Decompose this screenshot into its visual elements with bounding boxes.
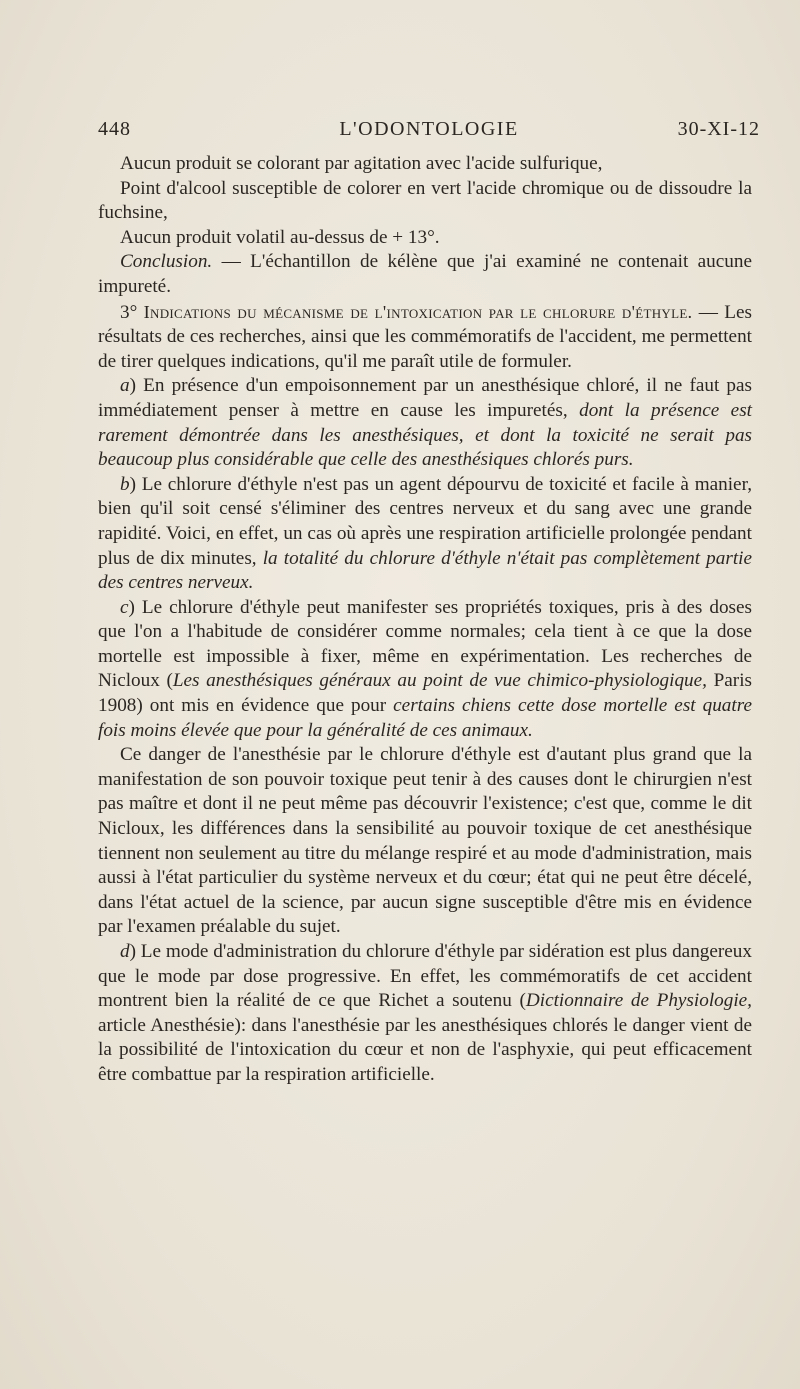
- paragraph-c-citation: Les anesthésiques généraux au point de vue chimico-physiologique,: [172, 670, 707, 692]
- journal-title: L'ODONTOLOGIE: [339, 118, 519, 140]
- running-header: [98, 118, 760, 148]
- issue-date: 30-XI-12: [677, 118, 760, 140]
- section-number: 3°: [120, 301, 144, 323]
- item-label-a: a: [120, 375, 130, 397]
- conclusion-lead: Conclusion.: [120, 251, 213, 273]
- paragraph-danger: Ce danger de l'anesthésie par le chlorure d'éthyle est d'autant plus grand que la manifestation de son pouvoir toxique peut tenir à des causes dont le chirurgien n'est pas maître et dont il ne peut même pas découvrir l'existence; c'est que, comme le dit Nicloux, les différences dans la sensibilité au pouvoir toxique de cet anesthésique tiennent non seulement au titre du mélange respiré et au mode d'administration, mais aussi à l'état particulier du système nerveux et du cœur; état qui ne peut être décelé, dans l'état actuel de la science, par aucun signe susceptible d'être mis en évidence par l'examen préalable du sujet.: [98, 744, 752, 938]
- paragraph-conclusion: [98, 250, 752, 299]
- body-text: [98, 152, 752, 1088]
- item-label-c: c: [120, 596, 129, 618]
- conclusion-text: — L'échantillon de kélène que j'ai examiné ne contenait aucune impureté.: [98, 251, 752, 297]
- paragraph-2: Point d'alcool susceptible de colorer en vert l'acide chromique ou de dissoudre la fuchsine,: [98, 177, 752, 224]
- item-label-d: d: [120, 941, 130, 962]
- paragraph-b-italic: la totalité du chlorure d'éthyle n'était pas complètement partie des centres nerveux.: [98, 547, 752, 594]
- paragraph-1: Aucun produit se colorant par agitation avec l'acide sulfurique,: [120, 153, 603, 174]
- item-label-b: b: [120, 473, 130, 495]
- paragraph-d-citation: Dictionnaire de Physiologie,: [525, 990, 752, 1012]
- paragraph-3: Aucun produit volatil au-dessus de + 13°.: [120, 226, 440, 248]
- paragraph-d: [98, 940, 752, 1088]
- paragraph-d-text-1: ) Le mode d'administration du chlorure d'éthyle par sidération est plus dangereux que le mode par dose progressive. En effet, les commémoratifs de cet accident montrent bien la réalité de ce que Richet a soutenu (: [98, 941, 752, 1012]
- page-number: 448: [98, 118, 131, 140]
- paragraph-a: [98, 374, 752, 472]
- paragraph-c: [98, 596, 752, 744]
- paragraph-c-text-2: Paris 1908) ont mis en évidence que pour: [98, 670, 752, 717]
- section-text: — Les résultats de ces recherches, ainsi que les commémoratifs de l'accident, me permettent de tirer quelques indications, qu'il me paraît utile de formuler.: [98, 301, 752, 372]
- paragraph-a-italic: dont la présence est rarement démontrée dans les anesthésiques, et dont la toxicité ne serait pas beaucoup plus considérable que celle des anesthésiques chlorés purs.: [98, 399, 752, 471]
- section-3-paragraph: [98, 300, 752, 375]
- paragraph-c-italic: certains chiens cette dose mortelle est quatre fois moins élevée que pour la généralité de ces animaux.: [98, 695, 752, 741]
- paragraph-b-text: ) Le chlorure d'éthyle n'est pas un agent dépourvu de toxicité et facile à manier, bien qu'il soit censé s'éliminer des centres nerveux et du sang avec une grande rapidité. Voici, en effet, un cas où après une respiration artificielle prolongée pendant plus de dix minutes,: [98, 473, 752, 569]
- paragraph-a-text: ) En présence d'un empoisonnement par un anesthésique chloré, il ne faut pas immédiatement penser à mettre en cause les impuretés,: [98, 375, 752, 421]
- paragraph-b: [98, 473, 752, 596]
- paragraph-d-text-2: article Anesthésie): dans l'anesthésie par les anesthésiques chlorés le danger vient de la possibilité de l'intoxication du cœur et non de l'asphyxie, qui peut efficacement être combattue par la respiration artificielle.: [98, 1014, 752, 1085]
- paragraph-c-text-1: ) Le chlorure d'éthyle peut manifester ses propriétés toxiques, pris à des doses que l'on a l'habitude de considérer comme normales; cela tient à ce que la dose mortelle est impossible à fixer, même en expérimentation. Les recherches de Nicloux (: [98, 596, 752, 692]
- section-heading: Indications du mécanisme de l'intoxication par le chlorure d'éthyle.: [143, 301, 693, 322]
